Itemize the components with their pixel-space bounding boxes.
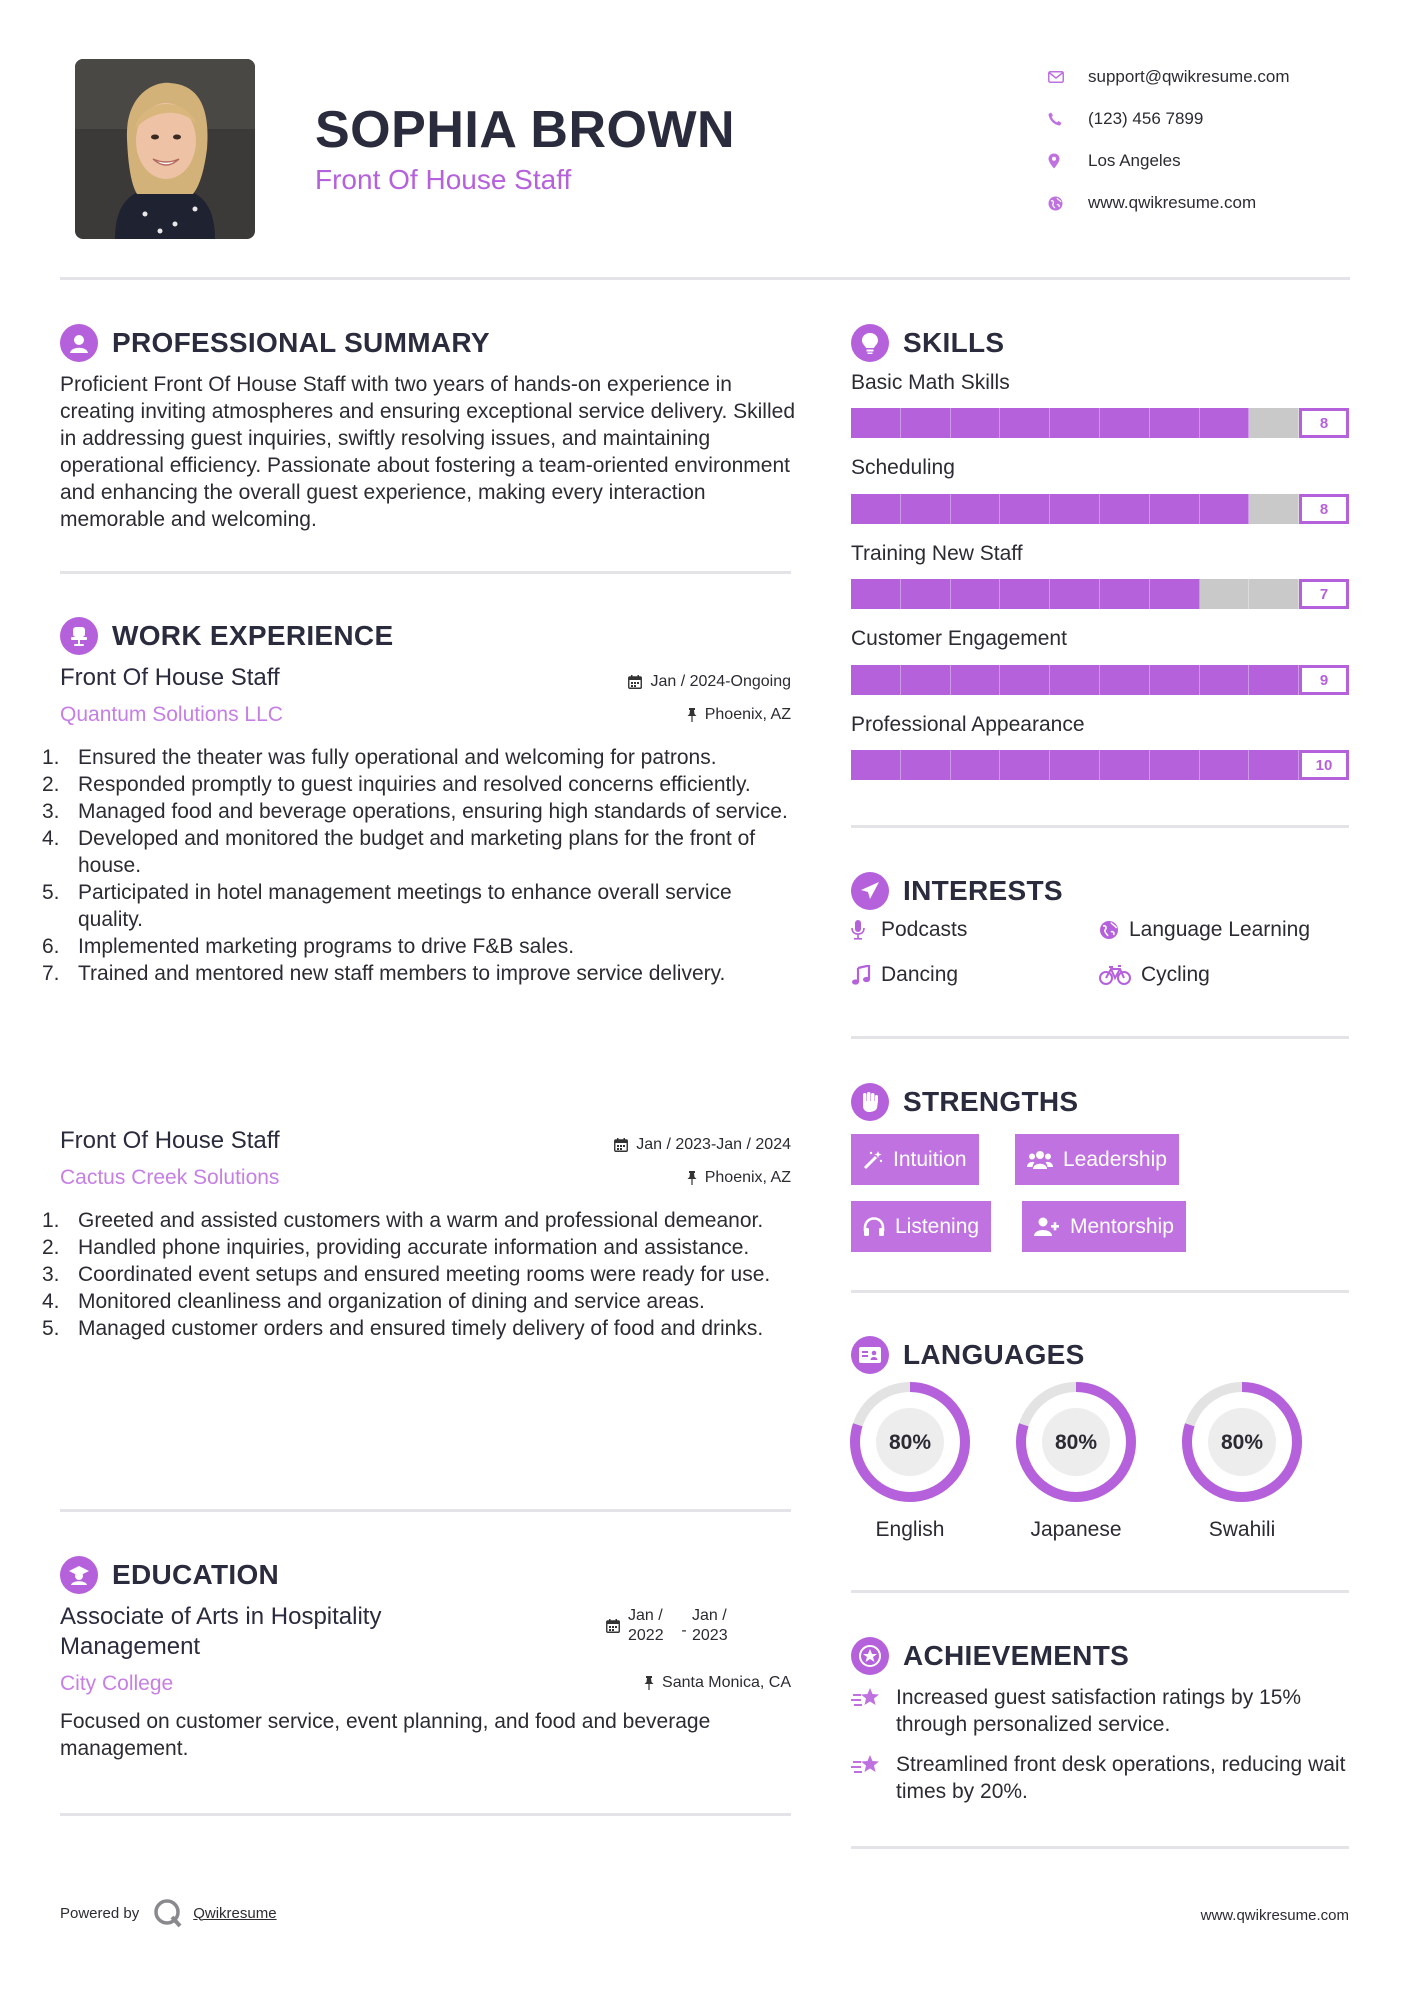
award-badge-icon bbox=[851, 1637, 889, 1675]
language-english-ring bbox=[848, 1380, 972, 1504]
skill-2-label: Scheduling bbox=[851, 456, 955, 479]
summary-heading bbox=[60, 324, 490, 362]
strength-label: Intuition bbox=[893, 1147, 967, 1171]
envelope-icon bbox=[1048, 71, 1088, 83]
skill-segment bbox=[1000, 408, 1050, 438]
location-pin-icon bbox=[1048, 153, 1088, 169]
strengths-title: STRENGTHS bbox=[903, 1086, 1079, 1117]
skill-5-value: 10 bbox=[1299, 750, 1349, 780]
skill-3-bar bbox=[851, 579, 1349, 609]
job-2-title: Front Of House Staff bbox=[60, 1127, 280, 1154]
skill-segment bbox=[1050, 750, 1100, 780]
skills-heading bbox=[851, 324, 1004, 362]
qwikresume-link[interactable]: Qwikresume bbox=[193, 1904, 277, 1922]
skill-1-value: 8 bbox=[1299, 408, 1349, 438]
list-item: 4. Monitored cleanliness and organization of dining and service areas. bbox=[42, 1290, 705, 1313]
music-note-icon bbox=[851, 965, 879, 985]
skill-segment bbox=[951, 408, 1001, 438]
skill-4-bar bbox=[851, 665, 1349, 695]
achievement-2 bbox=[851, 1751, 1351, 1805]
skill-2-value: 8 bbox=[1299, 494, 1349, 524]
skill-segment bbox=[901, 665, 951, 695]
strength-label: Listening bbox=[895, 1214, 980, 1238]
language-japanese-label: Japanese bbox=[1030, 1518, 1122, 1541]
job-2-location-text: Phoenix, AZ bbox=[704, 1169, 791, 1186]
skill-segment bbox=[1200, 408, 1250, 438]
skill-segment bbox=[901, 494, 951, 524]
skill-segment bbox=[951, 750, 1001, 780]
list-item: 3. Coordinated event setups and ensured meeting rooms were ready for use. bbox=[42, 1263, 771, 1286]
skill-segment bbox=[1150, 408, 1200, 438]
skill-segment bbox=[1000, 579, 1050, 609]
language-swahili-percent: 80% bbox=[1220, 1431, 1264, 1454]
interest-language-learning bbox=[1099, 918, 1310, 942]
skill-segment bbox=[951, 665, 1001, 695]
skill-segment bbox=[851, 494, 901, 524]
strength-label: Leadership bbox=[1063, 1147, 1167, 1171]
footer-url[interactable]: www.qwikresume.com bbox=[1200, 1907, 1349, 1924]
skill-1-bar bbox=[851, 408, 1349, 438]
skills-title: SKILLS bbox=[903, 327, 1005, 358]
skill-segment bbox=[1000, 750, 1050, 780]
magic-wand-icon bbox=[863, 1150, 883, 1170]
list-item: 2. Responded promptly to guest inquiries and resolved concerns efficiently. bbox=[42, 773, 751, 796]
skill-segment bbox=[901, 750, 951, 780]
skill-segment bbox=[1100, 750, 1150, 780]
skill-segment bbox=[1200, 579, 1250, 609]
skill-segment bbox=[1249, 408, 1299, 438]
contact-phone-text: (123) 456 7899 bbox=[1088, 109, 1204, 128]
skill-segment bbox=[1249, 494, 1299, 524]
summary-text: Proficient Front Of House Staff with two years of hands-on experience in creating inviting atmospheres and ensuring exceptional service delivery. Skilled in addressing guest inquiries, swiftly resolving issues, and maintaining operational efficiency. Passionate about fostering a team-oriented environment and enhancing the overall guest experience, making every interaction memorable and welcoming. bbox=[60, 373, 795, 531]
interest-label: Language Learning bbox=[1129, 918, 1311, 941]
job-1-location bbox=[500, 706, 791, 724]
job-1-title: Front Of House Staff bbox=[60, 664, 280, 691]
strength-listening bbox=[851, 1201, 991, 1252]
contact-location bbox=[1048, 140, 1368, 182]
calendar-icon bbox=[606, 1619, 620, 1633]
strength-mentorship bbox=[1022, 1201, 1186, 1252]
skill-segment bbox=[1150, 494, 1200, 524]
language-japanese-ring bbox=[1014, 1380, 1138, 1504]
education-degree: Associate of Arts in Hospitality Management bbox=[60, 1603, 382, 1660]
language-swahili-label: Swahili bbox=[1208, 1518, 1276, 1541]
skill-segment bbox=[1249, 579, 1299, 609]
skill-3-label: Training New Staff bbox=[851, 542, 1023, 565]
skill-segment bbox=[1050, 494, 1100, 524]
experience-divider bbox=[60, 1509, 791, 1512]
list-item: 7. Trained and mentored new staff members to improve service delivery. bbox=[42, 962, 726, 985]
strength-intuition bbox=[851, 1134, 979, 1185]
skill-segment bbox=[851, 750, 901, 780]
candidate-name: SOPHIA BROWN bbox=[315, 101, 736, 159]
education-date bbox=[590, 1606, 791, 1646]
interest-label: Podcasts bbox=[881, 918, 968, 941]
calendar-icon bbox=[614, 1138, 628, 1152]
paper-plane-icon bbox=[851, 872, 889, 910]
graduate-icon bbox=[60, 1556, 98, 1594]
profile-photo bbox=[75, 59, 255, 239]
education-date-end: Jan / 2023 bbox=[692, 1607, 728, 1644]
contact-email[interactable] bbox=[1048, 56, 1368, 98]
language-english-label: English bbox=[875, 1518, 945, 1541]
languages-heading bbox=[851, 1336, 1085, 1374]
job-2-location bbox=[500, 1169, 791, 1187]
experience-heading bbox=[60, 617, 393, 655]
qwikresume-logo-icon bbox=[153, 1898, 183, 1928]
id-card-icon bbox=[851, 1336, 889, 1374]
list-item: 3. Managed food and beverage operations, ensuring high standards of service. bbox=[42, 800, 788, 823]
education-heading bbox=[60, 1556, 279, 1594]
skill-segment bbox=[851, 665, 901, 695]
contact-website-text: www.qwikresume.com bbox=[1088, 193, 1257, 212]
interests-heading bbox=[851, 872, 1063, 910]
calendar-icon bbox=[628, 675, 642, 689]
skill-segment bbox=[951, 579, 1001, 609]
skill-segment bbox=[1249, 750, 1299, 780]
contact-list bbox=[1048, 56, 1368, 224]
strength-leadership bbox=[1015, 1134, 1179, 1185]
skill-segment bbox=[851, 579, 901, 609]
language-japanese-percent: 80% bbox=[1054, 1431, 1098, 1454]
experience-title: WORK EXPERIENCE bbox=[112, 620, 394, 651]
interests-title: INTERESTS bbox=[903, 875, 1063, 906]
job-1-company: Quantum Solutions LLC bbox=[60, 703, 283, 726]
skill-segment bbox=[1200, 665, 1250, 695]
education-school: City College bbox=[60, 1672, 174, 1695]
skill-5-bar bbox=[851, 750, 1349, 780]
skill-5-label: Professional Appearance bbox=[851, 713, 1085, 736]
list-item: 5. Participated in hotel management meetings to enhance overall service quality. bbox=[42, 881, 732, 931]
skill-segment bbox=[951, 494, 1001, 524]
language-swahili bbox=[1180, 1380, 1304, 1542]
skill-segment bbox=[1050, 579, 1100, 609]
skills-divider bbox=[851, 825, 1349, 828]
languages-title: LANGUAGES bbox=[903, 1339, 1085, 1370]
achievements-title: ACHIEVEMENTS bbox=[903, 1640, 1130, 1671]
microphone-icon bbox=[851, 920, 879, 940]
skill-2-bar bbox=[851, 494, 1349, 524]
education-title: EDUCATION bbox=[112, 1559, 280, 1590]
interest-podcasts bbox=[851, 918, 967, 942]
skill-segment bbox=[1050, 408, 1100, 438]
raised-fist-icon bbox=[851, 1083, 889, 1121]
candidate-role: Front Of House Staff bbox=[315, 164, 572, 195]
skill-3-value: 7 bbox=[1299, 579, 1349, 609]
education-divider bbox=[60, 1813, 791, 1816]
users-icon bbox=[1027, 1150, 1053, 1170]
job-2-date bbox=[500, 1136, 791, 1154]
bicycle-icon bbox=[1099, 965, 1139, 985]
skill-segment bbox=[1100, 579, 1150, 609]
pushpin-icon bbox=[687, 1171, 697, 1185]
contact-location-text: Los Angeles bbox=[1088, 151, 1181, 170]
list-item: 6. Implemented marketing programs to drive F&B sales. bbox=[42, 935, 575, 958]
list-item: 1. Ensured the theater was fully operational and welcoming for patrons. bbox=[42, 746, 717, 769]
list-item: 1. Greeted and assisted customers with a warm and professional demeanor. bbox=[42, 1209, 764, 1232]
skill-segment bbox=[1100, 665, 1150, 695]
job-1-date-text: Jan / 2024-Ongoing bbox=[650, 673, 791, 690]
strength-label: Mentorship bbox=[1070, 1214, 1174, 1238]
skill-segment bbox=[1150, 665, 1200, 695]
skill-segment bbox=[1249, 665, 1299, 695]
powered-by-label: Powered by bbox=[60, 1904, 140, 1922]
lightbulb-icon bbox=[851, 324, 889, 362]
education-location bbox=[500, 1674, 791, 1692]
pushpin-icon bbox=[687, 708, 697, 722]
user-plus-icon bbox=[1034, 1217, 1060, 1237]
list-item: 4. Developed and monitored the budget and marketing plans for the front of house. bbox=[42, 827, 756, 877]
interest-label: Cycling bbox=[1141, 963, 1210, 986]
achievement-1-text: Increased guest satisfaction ratings by 15% through personalized service. bbox=[896, 1686, 1302, 1736]
job-1-date bbox=[500, 673, 791, 691]
skill-segment bbox=[1200, 750, 1250, 780]
skill-segment bbox=[851, 408, 901, 438]
skill-segment bbox=[1000, 494, 1050, 524]
list-item: 5. Managed customer orders and ensured timely delivery of food and drinks. bbox=[42, 1317, 764, 1340]
interest-label: Dancing bbox=[881, 963, 959, 986]
globe-icon bbox=[1048, 196, 1088, 211]
job-2-date-text: Jan / 2023-Jan / 2024 bbox=[636, 1136, 791, 1153]
shooting-star-icon bbox=[851, 1684, 896, 1738]
header-divider bbox=[60, 277, 1350, 280]
contact-website[interactable] bbox=[1048, 182, 1368, 224]
skill-segment bbox=[1200, 494, 1250, 524]
strengths-heading bbox=[851, 1083, 1078, 1121]
summary-title: PROFESSIONAL SUMMARY bbox=[112, 327, 490, 358]
summary-divider bbox=[60, 571, 791, 574]
list-item: 2. Handled phone inquiries, providing accurate information and assistance. bbox=[42, 1236, 750, 1259]
globe-icon bbox=[1099, 920, 1127, 940]
language-english bbox=[848, 1380, 972, 1542]
job-2-duties bbox=[42, 1207, 800, 1342]
skill-segment bbox=[1050, 665, 1100, 695]
skill-4-label: Customer Engagement bbox=[851, 627, 1067, 650]
strengths-divider bbox=[851, 1290, 1349, 1293]
education-description: Focused on customer service, event planning, and food and beverage management. bbox=[60, 1710, 711, 1760]
skill-segment bbox=[1150, 579, 1200, 609]
language-japanese bbox=[1014, 1380, 1138, 1542]
skill-1-label: Basic Math Skills bbox=[851, 371, 1010, 394]
languages-divider bbox=[851, 1590, 1349, 1593]
shooting-star-icon bbox=[851, 1751, 896, 1805]
skill-segment bbox=[1150, 750, 1200, 780]
contact-phone[interactable] bbox=[1048, 98, 1368, 140]
education-location-text: Santa Monica, CA bbox=[662, 1674, 791, 1691]
skill-segment bbox=[1100, 494, 1150, 524]
skill-segment bbox=[1100, 408, 1150, 438]
education-date-start: Jan / 2022 bbox=[628, 1607, 664, 1644]
user-circle-icon bbox=[60, 324, 98, 362]
footer-powered-by bbox=[60, 1898, 277, 1928]
interest-cycling bbox=[1099, 963, 1210, 987]
contact-email-text: support@qwikresume.com bbox=[1088, 67, 1290, 86]
job-1-location-text: Phoenix, AZ bbox=[704, 706, 791, 723]
achievements-heading bbox=[851, 1637, 1129, 1675]
achievement-1 bbox=[851, 1684, 1351, 1738]
skill-4-value: 9 bbox=[1299, 665, 1349, 695]
interest-dancing bbox=[851, 963, 958, 987]
education-date-separator: - bbox=[681, 1622, 687, 1639]
headphones-icon bbox=[863, 1217, 885, 1237]
phone-icon bbox=[1048, 112, 1088, 126]
skill-segment bbox=[901, 579, 951, 609]
interests-divider bbox=[851, 1036, 1349, 1039]
pushpin-icon bbox=[644, 1676, 654, 1690]
chair-icon bbox=[60, 617, 98, 655]
achievement-2-text: Streamlined front desk operations, reducing wait times by 20%. bbox=[896, 1753, 1346, 1803]
achievements-divider bbox=[851, 1846, 1349, 1849]
language-swahili-ring bbox=[1180, 1380, 1304, 1504]
language-english-percent: 80% bbox=[888, 1431, 932, 1454]
skill-segment bbox=[1000, 665, 1050, 695]
job-1-duties bbox=[42, 744, 800, 987]
job-2-company: Cactus Creek Solutions bbox=[60, 1166, 280, 1189]
skill-segment bbox=[901, 408, 951, 438]
